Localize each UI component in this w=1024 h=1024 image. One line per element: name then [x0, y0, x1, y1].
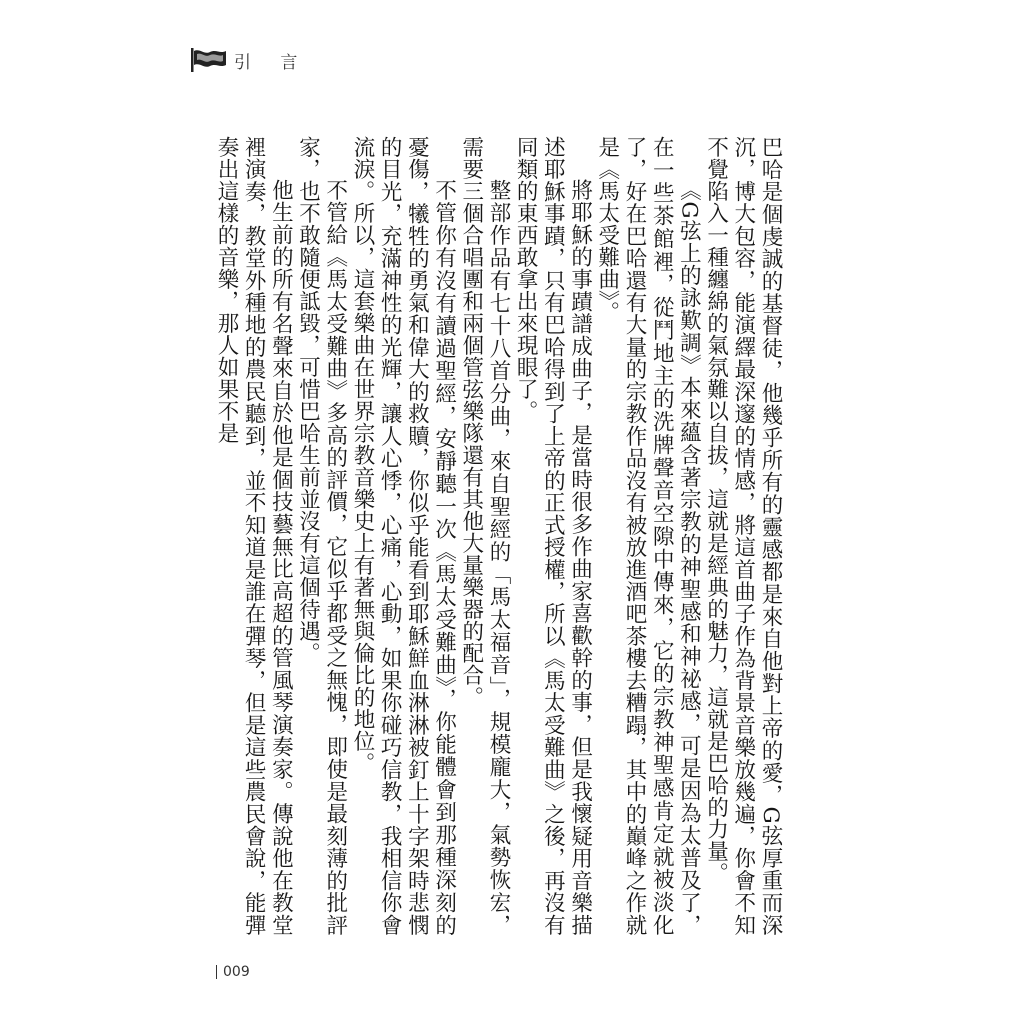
paragraph: 《G弦上的詠歎調》本來蘊含著宗教的神聖感和神祕感，可是因為太普及了，在一些茶館裡，從鬥地主的洗牌聲音空隙中傳來，它的宗教神聖感肯定就被淡化了，好在巴哈還有大量的宗教作品沒有被放進酒吧茶樓去糟蹋，其中的巔峰之作就是《馬太受難曲》。 [594, 136, 702, 936]
paragraph: 他生前的所有名聲來自於他是個技藝無比高超的管風琴演奏家。傳說他在教堂裡演奏，教堂外種地的農民聽到，並不知道是誰在彈琴，但是這些農民會說，能彈奏出這樣的音樂，那人如果不是 [213, 136, 294, 936]
paragraph: 巴哈是個虔誠的基督徒，他幾乎所有的靈感都是來自他對上帝的愛，G弦厚重而深沉，博大包容，能演繹最深邃的情感，將這首曲子作為背景音樂放幾遍，你會不知不覺陷入一種纏綿的氣氛難以自拔，這就是經典的魅力，這就是巴哈的力量。 [703, 136, 783, 936]
page-header [190, 46, 309, 74]
chapter-logo-icon [190, 46, 228, 74]
section-title: 引 言 [234, 52, 310, 73]
vertical-text-body [213, 136, 784, 936]
page-number [216, 964, 250, 980]
paragraph: 不管你有沒有讀過聖經，安靜聽一次《馬太受難曲》，你能體會到那種深刻的憂傷，犧牲的勇氣和偉大的救贖，你似乎能看到耶穌鮮血淋淋被釘上十字架時悲憫的目光，充滿神性的光輝，讓人心悸，心痛，心動，如果你碰巧信教，我相信你會流淚。所以，這套樂曲在世界宗教音樂史上有著無與倫比的地位。 [349, 136, 457, 936]
page-number-divider [216, 965, 217, 979]
paragraph: 整部作品有七十八首分曲，來自聖經的「馬太福音」，規模龐大，氣勢恢宏，需要三個合唱團和兩個管弦樂隊還有其他大量樂器的配合。 [458, 136, 511, 936]
paragraph: 不管給《馬太受難曲》多高的評價，它似乎都受之無愧，即使是最刻薄的批評家，也不敢隨便詆毀，可惜巴哈生前並沒有這個待遇。 [295, 136, 348, 936]
page-number-text: 009 [223, 964, 250, 980]
paragraph: 將耶穌的事蹟譜成曲子，是當時很多作曲家喜歡幹的事，但是我懷疑用音樂描述耶穌事蹟，只有巴哈得到了上帝的正式授權，所以《馬太受難曲》之後，再沒有同類的東西敢拿出來現眼了。 [513, 136, 593, 936]
